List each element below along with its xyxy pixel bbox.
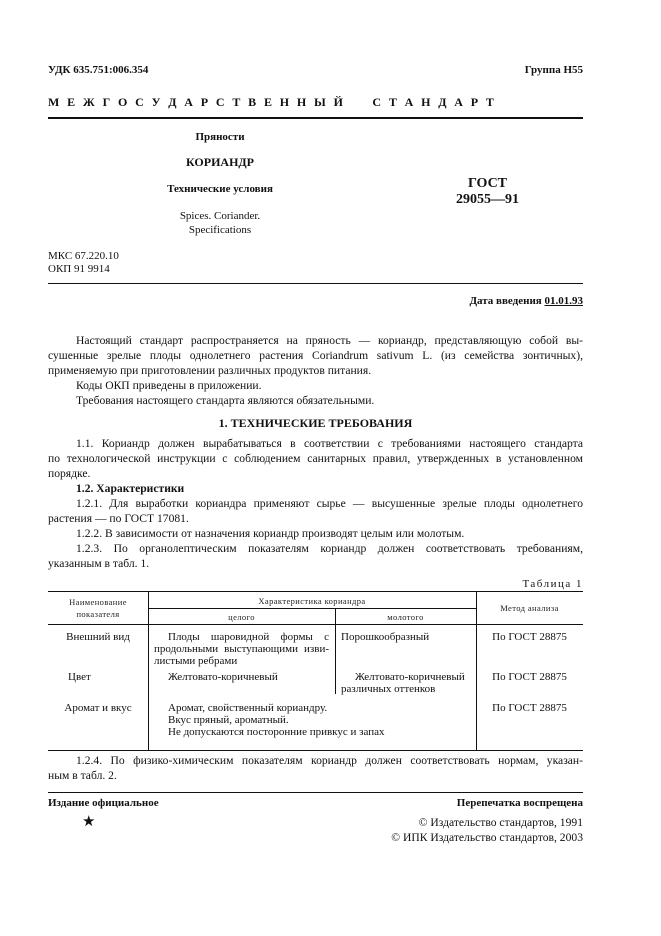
clause-1-2-3-line-2: указанным в табл. 1. bbox=[48, 557, 150, 570]
row-1-whole-line-1: Плоды шаровидной формы с bbox=[168, 631, 329, 643]
clause-1-2-heading: 1.2. Характеристики bbox=[76, 482, 185, 495]
clause-1-2-1-line-1: 1.2.1. Для выработки кориандра применяют сырье — высушенные зрелые плоды однолетнего bbox=[76, 497, 583, 510]
standard-banner: М Е Ж Г О С У Д А Р С Т В Е Н Н Ы Й С Т А Н Д А Р Т bbox=[48, 95, 497, 109]
clause-1-2-4-line-1: 1.2.4. По физико-химическим показателям кориандр должен соответствовать нормам, указан- bbox=[76, 754, 583, 767]
gost-number: 29055—91 bbox=[456, 192, 519, 207]
table-subheader-rule bbox=[148, 608, 476, 609]
copyright-1991: © Издательство стандартов, 1991 bbox=[418, 816, 583, 829]
intro-line-1: Настоящий стандарт распространяется на пряность — кориандр, представляющую собой вы- bbox=[76, 334, 583, 347]
clause-1-1-line-1: 1.1. Кориандр должен вырабатываться в соответствии с требованиями настоящего стандарта bbox=[76, 437, 583, 450]
clause-1-2-3-line-1: 1.2.3. По органолептическим показателям кориандр должен соответствовать требованиям, bbox=[76, 542, 583, 555]
official-edition-label: Издание официальное bbox=[48, 797, 159, 809]
row-3-line-2: Вкус пряный, ароматный. bbox=[168, 714, 289, 726]
document-name: КОРИАНДР bbox=[186, 155, 254, 169]
document-subtitle: Технические условия bbox=[167, 183, 273, 195]
row-1-whole-line-3: листыми ребрами bbox=[154, 655, 238, 667]
row-1-ground: Порошкообразный bbox=[341, 631, 430, 643]
th-characteristic: Характеристика кориандра bbox=[258, 596, 366, 606]
udk-code: УДК 635.751:006.354 bbox=[48, 64, 149, 76]
th-whole: целого bbox=[228, 612, 255, 622]
row-2-ground-line-1: Желтовато-коричневый bbox=[355, 671, 465, 683]
gost-label: ГОСТ bbox=[467, 176, 508, 191]
row-2-whole: Желтовато-коричневый bbox=[168, 671, 278, 683]
th-ground: молотого bbox=[387, 612, 424, 622]
intro-date bbox=[469, 295, 583, 307]
row-1-name: Внешний вид bbox=[66, 631, 130, 643]
row-3-method: По ГОСТ 28875 bbox=[492, 702, 567, 714]
copyright-2003: © ИПК Издательство стандартов, 2003 bbox=[391, 831, 583, 844]
reprint-prohibited-label: Перепечатка воспрещена bbox=[456, 797, 583, 809]
group-code: Группа Н55 bbox=[524, 64, 583, 76]
intro-date-value: 01.01.93 bbox=[544, 295, 583, 307]
intro-line-2: сушенные зрелые плоды однолетнего растения Coriandrum sativum L. (из семейства зонтичных), bbox=[48, 349, 583, 362]
row-1-method: По ГОСТ 28875 bbox=[492, 631, 567, 643]
mks-code: МКС 67.220.10 bbox=[48, 250, 119, 262]
row-1-whole-line-2: продольными выступающими изви- bbox=[154, 643, 329, 655]
english-title-line-1: Spices. Coriander. bbox=[179, 210, 261, 222]
category-label: Пряности bbox=[195, 131, 245, 143]
clause-1-2-1-line-2: растения — по ГОСТ 17081. bbox=[48, 512, 189, 525]
row-2-method: По ГОСТ 28875 bbox=[492, 671, 567, 683]
row-2-name: Цвет bbox=[68, 671, 91, 683]
table-header-bottom-rule bbox=[48, 624, 583, 625]
codes-rule bbox=[48, 283, 583, 284]
english-title-line-2: Specifications bbox=[188, 224, 252, 236]
intro-okp-note: Коды ОКП приведены в приложении. bbox=[76, 379, 262, 392]
row-2-ground-line-2: различных оттенков bbox=[341, 683, 436, 695]
table-bottom-rule bbox=[48, 750, 583, 751]
th-method: Метод анализа bbox=[500, 603, 559, 613]
footer-rule bbox=[48, 792, 583, 793]
section-1-title: 1. ТЕХНИЧЕСКИЕ ТРЕБОВАНИЯ bbox=[218, 416, 413, 430]
intro-mandatory-note: Требования настоящего стандарта являются обязательными. bbox=[76, 394, 375, 407]
row-3-line-1: Аромат, свойственный кориандру. bbox=[168, 702, 328, 714]
th-name-line-2: показателя bbox=[76, 609, 120, 619]
clause-1-1-line-3: порядке. bbox=[48, 467, 91, 480]
table-1-caption: Таблица 1 bbox=[522, 578, 583, 590]
banner-rule bbox=[48, 117, 583, 119]
intro-date-label: Дата введения bbox=[469, 295, 542, 307]
row-3-name: Аромат и вкус bbox=[64, 702, 132, 714]
okp-code: ОКП 91 9914 bbox=[48, 263, 110, 275]
intro-line-3: применяемую при приготовлении различных продуктов питания. bbox=[48, 364, 372, 377]
row-3-line-3: Не допускаются посторонние привкус и запах bbox=[168, 726, 385, 738]
th-name-line-1: Наименование bbox=[69, 597, 127, 607]
clause-1-2-2: 1.2.2. В зависимости от назначения кориандр производят целым или молотым. bbox=[76, 527, 465, 540]
clause-1-1-line-2: по технологической инструкции с соблюдением санитарных правил, утвержденных в установленном bbox=[48, 452, 583, 465]
star-icon: ★ bbox=[82, 814, 96, 830]
clause-1-2-4-line-2: ным в табл. 2. bbox=[48, 769, 117, 782]
table-top-rule bbox=[48, 591, 583, 592]
table-1 bbox=[48, 591, 583, 751]
